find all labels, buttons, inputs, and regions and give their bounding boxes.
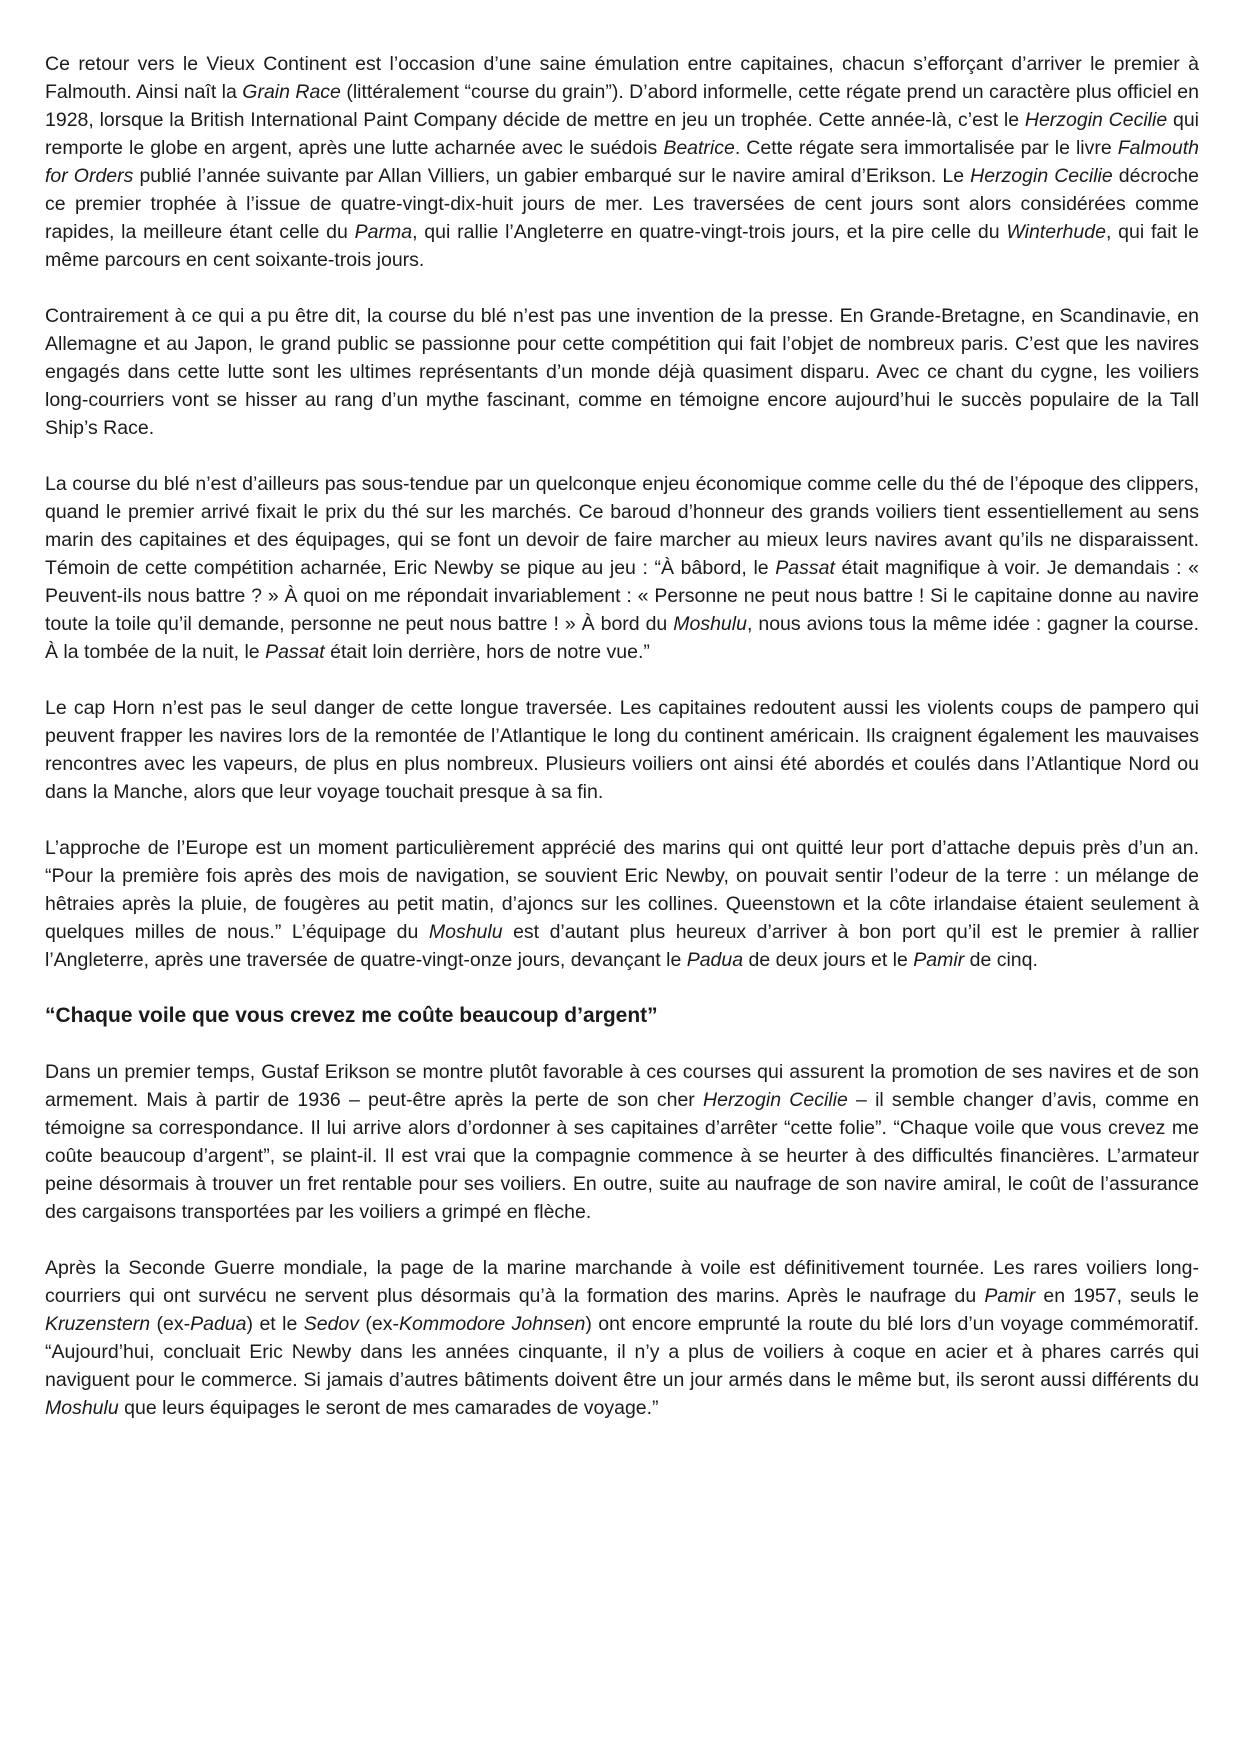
text-run: Contrairement à ce qui a pu être dit, la course du blé n’est pas une invention de la presse. En Grande-Bretagne, en Scandinavie, en Allemagne et au Japon, le grand public se passionne pour cette compétition qui fait l’objet de nombreux paris. C’est que les navires engagés dans cette lutte sont les ultimes représentants d’un monde déjà quasiment disparu. Avec ce chant du cygne, les voiliers long-courriers vont se hisser au rang d’un mythe fascinant, comme en témoigne encore aujourd’hui le succès populaire de la Tall Ship’s Race.	[45, 305, 1199, 439]
italic-text-run: Winterhude	[1006, 221, 1106, 243]
text-run: en 1957, seuls le	[1035, 1285, 1199, 1307]
italic-text-run: Kruzenstern	[45, 1313, 151, 1335]
paragraph	[45, 694, 1199, 806]
text-run: (ex-	[359, 1313, 400, 1335]
text-run: de cinq.	[964, 949, 1038, 971]
text-run: , qui rallie l’Angleterre en quatre-vingt-trois jours, et la pire celle du	[412, 221, 1007, 243]
text-run: Dans un premier temps, Gustaf Erikson se montre plutôt favorable à ces courses qui assurent la promotion de ses navires et de son armement. Mais à partir de 1936 – peut-être après la perte de son cher	[45, 1061, 1199, 1111]
text-run: Ce retour vers le Vieux Continent est l’occasion d’une saine émulation entre capitaines, chacun s’efforçant d’arriver le premier à Falmouth. Ainsi naît la	[45, 53, 1199, 103]
italic-text-run: Moshulu	[45, 1397, 119, 1419]
text-run: Le cap Horn n’est pas le seul danger de cette longue traversée. Les capitaines redoutent aussi les violents coups de pampero qui peuvent frapper les navires lors de la remontée de l’Atlantique le long du continent américain. Ils craignent également les mauvaises rencontres avec les vapeurs, de plus en plus nombreux. Plusieurs voiliers ont ainsi été abordés et coulés dans l’Atlantique Nord ou dans la Manche, alors que leur voyage touchait presque à sa fin.	[45, 697, 1199, 803]
text-run: ) ont encore emprunté la route du blé lors d’un voyage commémoratif. “Aujourd’hui, concluait Eric Newby dans les années cinquante, il n’y a plus de voiliers à coque en acier et à phares carrés qui naviguent pour le commerce. Si jamais d’autres bâtiments doivent être un jour armés dans le même but, ils seront aussi différents du	[45, 1313, 1199, 1391]
italic-text-run: Beatrice	[663, 137, 735, 159]
section-heading	[45, 1002, 1199, 1030]
italic-text-run: Sedov	[303, 1313, 360, 1335]
text-run: ) et le	[246, 1313, 304, 1335]
text-run: . Cette régate sera immortalisée par le livre	[734, 137, 1118, 159]
italic-text-run: Moshulu	[673, 613, 747, 635]
italic-text-run: Pamir	[913, 949, 965, 971]
italic-text-run: Padua	[190, 1313, 247, 1335]
italic-text-run: Falmouth for Orders	[45, 137, 1199, 187]
italic-text-run: Passat	[775, 557, 835, 579]
text-run: , nous avions tous la même idée : gagner la course. À la tombée de la nuit, le	[45, 613, 1199, 663]
italic-text-run: Kommodore Johnsen	[399, 1313, 586, 1335]
paragraph	[45, 470, 1199, 666]
italic-text-run: Padua	[686, 949, 744, 971]
text-run: L’approche de l’Europe est un moment particulièrement apprécié des marins qui ont quitté leur port d’attache depuis près d’un an. “Pour la première fois après des mois de navigation, se souvient Eric Newby, on pouvait sentir l’odeur de la terre : un mélange de hêtraies après la pluie, de fougères au petit matin, d’ajoncs sur les collines. Queenstown et la côte irlandaise étaient seulement à quelques milles de nous.” L’équipage du	[45, 837, 1199, 943]
paragraph	[45, 834, 1199, 974]
italic-text-run: Grain Race	[242, 81, 341, 103]
text-run: de deux jours et le	[743, 949, 914, 971]
italic-text-run: Herzogin Cecilie	[703, 1089, 848, 1111]
text-run: La course du blé n’est d’ailleurs pas sous-tendue par un quelconque enjeu économique comme celle du thé de l’époque des clippers, quand le premier arrivé fixait le prix du thé sur les marchés. Ce baroud d’honneur des grands voiliers tient essentiellement au sens marin des capitaines et des équipages, qui se font un devoir de faire marcher au mieux leurs navires avant qu’ils ne disparaissent. Témoin de cette compétition acharnée, Eric Newby se pique au jeu : “À bâbord, le	[45, 473, 1199, 579]
italic-text-run: Passat	[265, 641, 325, 663]
italic-text-run: Herzogin Cecilie	[970, 165, 1113, 187]
text-run: – il semble changer d’avis, comme en témoigne sa correspondance. Il lui arrive alors d’ordonner à ses capitaines d’arrêter “cette folie”. “Chaque voile que vous crevez me coûte beaucoup d’argent”, se plaint-il. Il est vrai que la compagnie commence à se heurter à des difficultés financières. L’armateur peine désormais à trouver un fret rentable pour ses voiliers. En outre, suite au naufrage de son navire amiral, le coût de l’assurance des cargaisons transportées par les voiliers a grimpé en flèche.	[45, 1089, 1199, 1223]
paragraph	[45, 50, 1199, 274]
text-run: Après la Seconde Guerre mondiale, la page de la marine marchande à voile est définitivement tournée. Les rares voiliers long-courriers qui ont survécu ne servent plus désormais qu’à la formation des marins. Après le naufrage du	[45, 1257, 1199, 1307]
text-run: était magnifique à voir. Je demandais : « Peuvent-ils nous battre ? » À quoi on me répondait invariablement : « Personne ne peut nous battre ! Si le capitaine donne au navire toute la toile qu’il demande, personne ne peut nous battre ! » À bord du	[45, 557, 1199, 635]
text-run: décroche ce premier trophée à l’issue de quatre-vingt-dix-huit jours de mer. Les traversées de cent jours sont alors considérées comme rapides, la meilleure étant celle du	[45, 165, 1199, 243]
document-body	[45, 50, 1199, 1422]
paragraph	[45, 302, 1199, 442]
text-run: “Chaque voile que vous crevez me coûte beaucoup d’argent”	[45, 1004, 658, 1027]
paragraph	[45, 1058, 1199, 1226]
text-run: est d’autant plus heureux d’arriver à bon port qu’il est le premier à rallier l’Angleterre, après une traversée de quatre-vingt-onze jours, devançant le	[45, 921, 1199, 971]
text-run: (littéralement “course du grain”). D’abord informelle, cette régate prend un caractère plus officiel en 1928, lorsque la British International Paint Company décide de mettre en jeu un trophée. Cette année-là, c’est le	[45, 81, 1199, 131]
italic-text-run: Moshulu	[428, 921, 503, 943]
italic-text-run: Parma	[354, 221, 413, 243]
paragraph	[45, 1254, 1199, 1422]
text-run: publié l’année suivante par Allan Villiers, un gabier embarqué sur le navire amiral d’Erikson. Le	[133, 165, 971, 187]
italic-text-run: Pamir	[984, 1285, 1036, 1307]
text-run: était loin derrière, hors de notre vue.”	[324, 641, 650, 663]
text-run: que leurs équipages le seront de mes camarades de voyage.”	[118, 1397, 659, 1419]
text-run: , qui fait le même parcours en cent soixante-trois jours.	[45, 221, 1199, 271]
text-run: qui remporte le globe en argent, après une lutte acharnée avec le suédois	[45, 109, 1200, 159]
text-run: (ex-	[150, 1313, 191, 1335]
italic-text-run: Herzogin Cecilie	[1024, 109, 1168, 131]
